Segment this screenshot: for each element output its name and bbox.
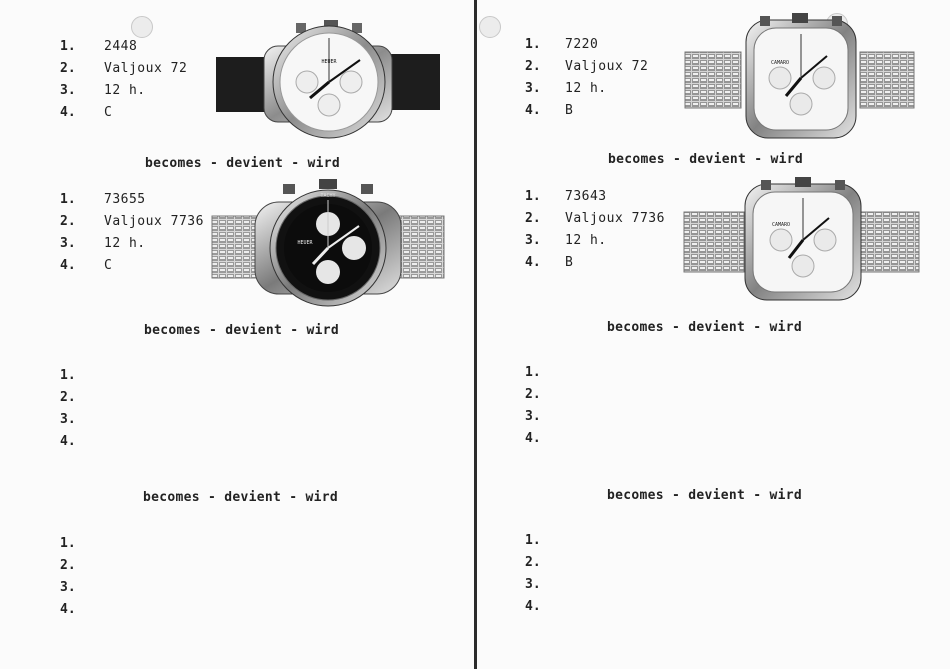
- item-number: 3.: [60, 580, 76, 595]
- item-number: 4.: [525, 103, 541, 118]
- punch-hole: [131, 16, 153, 38]
- item-number: 1.: [60, 536, 76, 551]
- item-number: 1.: [525, 533, 541, 548]
- item-number: 4.: [525, 431, 541, 446]
- item-number: 1.: [525, 365, 541, 380]
- class-value: B: [565, 255, 574, 270]
- watch-model-text: CAMARO: [771, 222, 791, 228]
- item-number: 3.: [525, 81, 541, 96]
- becomes-label: becomes - devient - wird: [143, 490, 339, 505]
- watch-image-black-bracelet: [211, 178, 445, 310]
- item-number: 2.: [525, 387, 541, 402]
- item-number: 1.: [525, 37, 541, 52]
- item-number: 3.: [525, 577, 541, 592]
- becomes-label: becomes - devient - wird: [607, 320, 803, 335]
- item-number: 1.: [60, 192, 76, 207]
- becomes-label: becomes - devient - wird: [145, 156, 341, 171]
- bezel-text: TACHY: [320, 193, 336, 199]
- item-number: 4.: [525, 599, 541, 614]
- item-number: 3.: [60, 236, 76, 251]
- item-number: 2.: [60, 61, 76, 76]
- item-number: 3.: [60, 83, 76, 98]
- watch-brand-text: HEUER: [321, 59, 337, 65]
- item-number: 2.: [525, 211, 541, 226]
- item-number: 2.: [525, 59, 541, 74]
- item-number: 2.: [60, 214, 76, 229]
- becomes-label: becomes - devient - wird: [144, 323, 340, 338]
- hours-value: 12 h.: [104, 83, 146, 98]
- caliber-value: Valjoux 72: [104, 61, 188, 76]
- class-value: C: [104, 258, 113, 273]
- watch-brand-text: HEUER: [297, 240, 313, 246]
- item-number: 4.: [60, 602, 76, 617]
- becomes-label: becomes - devient - wird: [608, 152, 804, 167]
- item-number: 2.: [60, 558, 76, 573]
- item-number: 3.: [525, 233, 541, 248]
- caliber-value: Valjoux 72: [565, 59, 649, 74]
- caliber-value: Valjoux 7736: [565, 211, 665, 226]
- item-number: 1.: [525, 189, 541, 204]
- reference-value: 73643: [565, 189, 607, 204]
- watch-image-white-bracelet: [684, 12, 916, 142]
- reference-value: 7220: [565, 37, 599, 52]
- item-number: 4.: [60, 434, 76, 449]
- item-number: 1.: [60, 39, 76, 54]
- hours-value: 12 h.: [565, 81, 607, 96]
- watch-image-white-leather: [214, 20, 442, 142]
- watch-image-white-bracelet: [683, 176, 921, 304]
- reference-value: 2448: [104, 39, 138, 54]
- item-number: 4.: [60, 105, 76, 120]
- item-number: 3.: [525, 409, 541, 424]
- binder-spine: [474, 0, 477, 669]
- watch-model-text: CAMARO: [770, 60, 790, 66]
- item-number: 1.: [60, 368, 76, 383]
- item-number: 4.: [60, 258, 76, 273]
- item-number: 2.: [525, 555, 541, 570]
- hours-value: 12 h.: [565, 233, 607, 248]
- item-number: 3.: [60, 412, 76, 427]
- class-value: B: [565, 103, 574, 118]
- hours-value: 12 h.: [104, 236, 146, 251]
- caliber-value: Valjoux 7736: [104, 214, 204, 229]
- punch-hole: [479, 16, 501, 38]
- item-number: 4.: [525, 255, 541, 270]
- becomes-label: becomes - devient - wird: [607, 488, 803, 503]
- class-value: C: [104, 105, 113, 120]
- item-number: 2.: [60, 390, 76, 405]
- reference-value: 73655: [104, 192, 146, 207]
